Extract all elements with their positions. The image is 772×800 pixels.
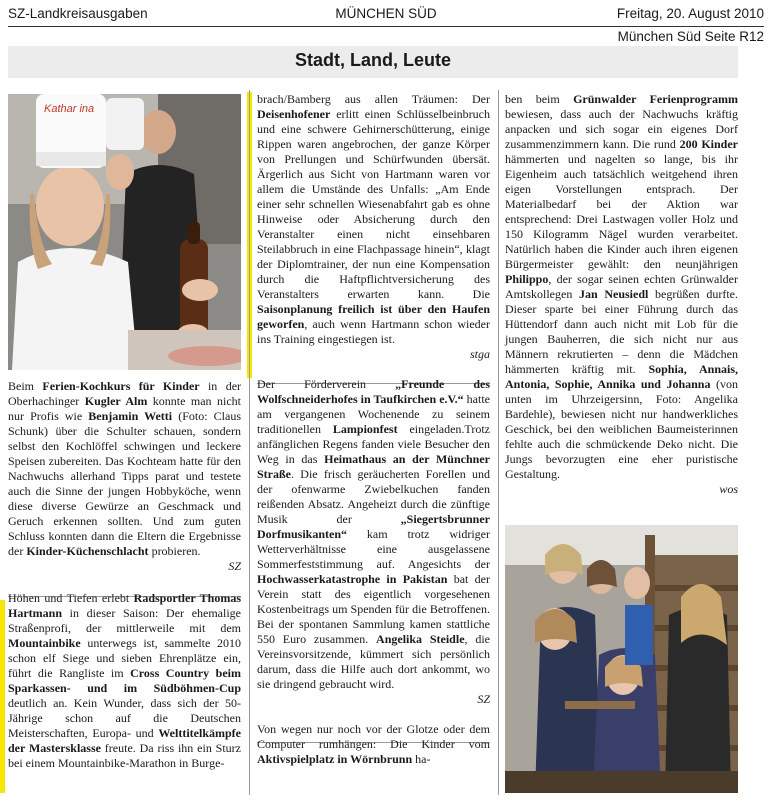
bold-run: Philippo bbox=[505, 272, 549, 286]
column-1 bbox=[8, 379, 241, 771]
bold-run: Ferien-Kochkurs für Kinder bbox=[42, 379, 200, 393]
page-number: München Süd Seite R12 bbox=[617, 29, 764, 44]
story-hartmann-cont: brach/Bamberg aus allen Träumen: Der Deisenhofener erlitt einen Schlüsselbeinbruch und eine schwere Gehirnerschütterung, einige Rippen waren angebrochen, der ganze Körper von Prellungen und Schürfwunden übersät. Ärgerlich aus Sicht von Hartmann waren vor allem die Umstände des Unfalls: „Am Ende einer sehr schnellen Wiesenabfahrt gab es ohne Hinweise oder Absicherung durch den Veranstalter einen nicht einsehbaren Steilabbruch in eine Flachpassage hinein“, klagt der Diplomtrainer, der nun eine Kompensation durch die Haftpflichtversicherung des Veranstalters erwarten kann. Die Saisonplanung freilich ist über den Haufen geworfen, auch wenn Hartmann schon wieder ins Training eingestiegen ist. bbox=[257, 92, 490, 346]
bold-run: Benjamin Wetti bbox=[88, 409, 173, 423]
bold-run: Kugler Alm bbox=[84, 394, 148, 408]
bold-run: Grünwalder Ferienprogramm bbox=[573, 92, 738, 106]
huettendorf-photo bbox=[505, 525, 738, 793]
bold-run: Angelika Steidle bbox=[376, 632, 465, 646]
byline: wos bbox=[719, 482, 738, 496]
column-2 bbox=[257, 92, 490, 767]
masthead bbox=[8, 6, 764, 24]
bold-run: Kinder-Küchenschlacht bbox=[26, 544, 149, 558]
bold-run: Aktivspielplatz in Wörnbrunn bbox=[257, 752, 413, 766]
column-3 bbox=[505, 92, 738, 497]
bold-run: Lampionfest bbox=[332, 422, 398, 436]
kochkurs-illustration bbox=[8, 94, 241, 370]
column-divider bbox=[498, 90, 499, 795]
bold-run: Mountainbike bbox=[8, 636, 81, 650]
bold-run: Deisenhofener bbox=[257, 107, 331, 121]
story-kochkurs: Beim Ferien-Kochkurs für Kinder in der Oberhachinger Kugler Alm konnte man nicht nur Profis wie Benjamin Wetti (Foto: Claus Schunk) über die Schulter schauen, sondern selbst den Kochlöffel schwingen und leckere Speisen zubereiten. Das Kochteam hatte für den Nachwuchs allerhand Tipps parat und testete auch die Sinne der jungen Hobbyköche, wenn diese diverse Gewürze an Geschmack und Geruch erkennen sollten. Und zum guten Schluss konnten dann die Eltern die Ergebnisse der Kinder-Küchenschlacht probieren. bbox=[8, 379, 242, 558]
bold-run: Saisonplanung freilich ist über den Haufen geworfen bbox=[257, 302, 490, 331]
story-aktivspielplatz: Von wegen nur noch vor der Glotze oder dem Computer rumhängen: Die Kinder vom Aktivspielplatz in Wörnbrunn ha- bbox=[257, 722, 490, 766]
bold-run: Welttitelkämpfe der Mastersklasse bbox=[8, 726, 241, 755]
masthead-rule bbox=[8, 26, 764, 27]
masthead-edition: SZ-Landkreisausgaben bbox=[8, 6, 148, 21]
byline: stga bbox=[469, 347, 490, 361]
hat-lettering: Kathar ina bbox=[44, 103, 95, 115]
bold-run: Heimathaus an der Münchner Straße bbox=[257, 452, 490, 481]
section-title: Stadt, Land, Leute bbox=[294, 50, 451, 70]
masthead-date: Freitag, 20. August 2010 bbox=[616, 6, 764, 21]
highlight-bar-col1 bbox=[0, 600, 5, 793]
bold-run: „Siegertsbrunner Dorfmusikanten“ bbox=[257, 512, 490, 541]
story-hartmann: Höhen und Tiefen erlebt Radsportler Thomas Hartmann in dieser Saison: Der ehemalige Straßenprofi, der mittlerweile mit dem Mountainbike unterwegs ist, sammelte 2010 schon elf Siege und sieben Ehrenplätze ein, führt die Rangliste im Cross Country beim Sparkassen- und im Südböhmen-Cup deutlich an. Kein Wunder, dass sich der 50-Jährige schon auf die Deutschen Meisterschaften, Europa- und Welttitelkämpfe der Mastersklasse freute. Da riss ihn ein Sturz bei einem Mountainbike-Marathon in Burge- bbox=[8, 591, 241, 770]
byline: SZ bbox=[477, 692, 490, 706]
bold-run: Sophia, Annais, Antonia, Sophie, Annika und Johanna bbox=[505, 362, 738, 391]
bold-run: Radsportler Thomas Hartmann bbox=[8, 591, 241, 620]
byline: SZ bbox=[228, 559, 241, 573]
kochkurs-photo bbox=[8, 94, 241, 370]
section-band bbox=[8, 46, 738, 78]
bold-run: 200 Kinder bbox=[679, 137, 738, 151]
story-lampionfest: Der Förderverein „Freunde des Wolfschneiderhofes in Taufkirchen e.V.“ hatte am vergangenen Wochenende zu seinem traditionellen Lampionfest eingeladen.Trotz anfänglichen Regens fanden viele Besucher den Weg in das Heimathaus an der Münchner Straße. Die frisch geräucherten Forellen und der ofenwarme Zwiebelkuchen fanden reißenden Absatz. Angeheizt durch die zünftige Musik der „Siegertsbrunner Dorfmusikanten“ kam trotz widriger Wetterverhältnisse eine ausgelassene Sommerfeststimmung auf. Angesichts der Hochwasserkatastrophe in Pakistan bat der Verein statt des eigentlich vorgesehenen Kostenbeitrags um Spenden für die Betroffenen. Bei der spontanen Sammlung kamen stattliche 550 Euro zusammen. Angelika Steidle, die Vereinsvorsitzende, kümmert sich persönlich darum, dass die Hilfe auch dort ankommt, wo sie dringend gebraucht wird. bbox=[257, 377, 490, 691]
story-aktivspielplatz-cont: ben beim Grünwalder Ferienprogramm bewiesen, dass auch der Nachwuchs kräftig anpacken und sich sogar ein eigenes Dorf zusammenzimmern kann. Die rund 200 Kinder hämmerten und nagelten so lange, bis ihr Eigenheim auch tatsächlich weitgehend ihren eigen Vorstellungen entsprach. Der Materialbedarf bei der Aktion war entsprechend: Drei Lastwagen voller Holz und 150 Kilogramm Nägel wurden verarbeitet. Natürlich haben die Kinder auch ihren eigenen Bürgermeister gewählt: den neunjährigen Philippo, der sogar seinen echten Grünwalder Amtskollegen Jan Neusiedl begrüßen durfte. Dieser sparte bei einer Führung durch das Hüttendorf dann auch nicht mit Lob für die jungen Bauherren, die sich nicht nur aus Männern rekrutierten – denn die Mädchen hämmerten kräftig mit. Sophia, Annais, Antonia, Sophie, Annika und Johanna (von unten im Uhrzeigersinn, Foto: Angelika Bardehle), bewiesen nicht nur handwerkliches Geschick, bei den weiblichen Baumeisterinnen fehlte auch die schmückende Deko nicht. Die Jungs bevorzugten eine eher puristische Gestaltung. bbox=[505, 92, 738, 481]
column-divider bbox=[249, 90, 250, 795]
masthead-region: MÜNCHEN SÜD bbox=[335, 6, 437, 21]
bold-run: Hochwasserkatastrophe in Pakistan bbox=[257, 572, 448, 586]
bold-run: Jan Neusiedl bbox=[579, 287, 649, 301]
huettendorf-illustration bbox=[505, 525, 738, 793]
bold-run: „Freunde des Wolfschneiderhofes in Taufkirchen e.V.“ bbox=[257, 377, 490, 406]
bold-run: Cross Country beim Sparkassen- und im Südböhmen-Cup bbox=[8, 666, 241, 695]
